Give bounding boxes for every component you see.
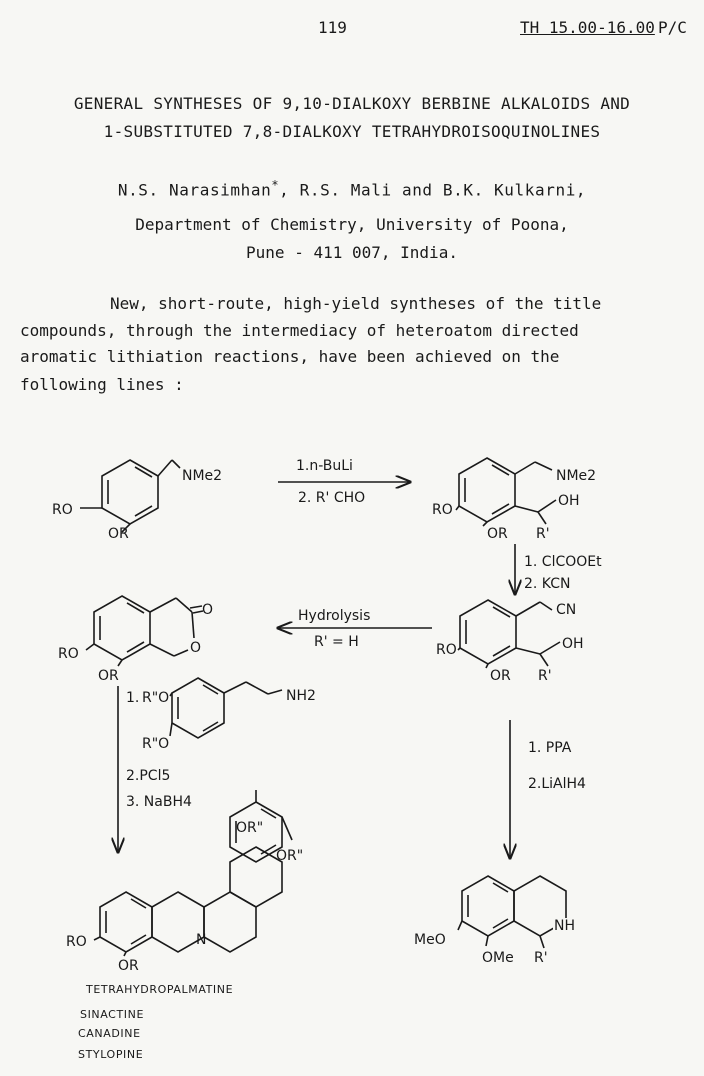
berbine-ro-label: RO xyxy=(66,934,87,950)
int2-rprime-label: R' xyxy=(538,668,552,684)
abstract-line-3: aromatic lithiation reactions, have been achieved on the xyxy=(20,347,560,366)
step1-reagent-1: 1.n-BuLi xyxy=(296,458,353,474)
intermediate-2 xyxy=(436,600,584,684)
lactone xyxy=(58,596,213,684)
step2-reagent-2: 2. KCN xyxy=(524,576,571,592)
abstract-line-4: following lines : xyxy=(20,375,184,394)
step1-reagent-2: 2. R' CHO xyxy=(298,490,366,506)
amine-reagent-ro1: R"O xyxy=(142,690,170,706)
berbine-or1-label: OR" xyxy=(236,820,264,836)
city: Pune - 411 007, India. xyxy=(246,243,458,262)
sm-nme2-label: NMe2 xyxy=(182,468,223,484)
int2-cn-label: CN xyxy=(556,602,577,618)
first-author: N.S. Narasimhan xyxy=(117,180,272,200)
thiq-ome-label: OMe xyxy=(482,950,514,966)
int1-nme2-label: NMe2 xyxy=(556,468,597,484)
int1-oh-label: OH xyxy=(558,493,580,509)
product-name-tetrahydropalmatine: TETRAHYDROPALMATINE xyxy=(86,983,234,996)
thiq-product xyxy=(414,876,579,966)
hydrolysis-step xyxy=(278,608,432,650)
sm-or-label: OR xyxy=(108,526,129,542)
step-1 xyxy=(278,458,410,506)
co-authors: , R.S. Mali and B.K. Kulkarni, xyxy=(279,180,587,200)
step-left-reagent-2: 2.PCl5 xyxy=(126,768,171,784)
product-name-canadine: CANADINE xyxy=(78,1027,141,1040)
step-right-reagent-2: 2.LiAlH4 xyxy=(528,776,586,792)
int1-ro-label: RO xyxy=(432,502,453,518)
berbine-or-label: OR xyxy=(118,958,139,974)
product-name-sinactine: SINACTINE xyxy=(80,1008,145,1021)
thiq-meo-label: MeO xyxy=(414,932,446,948)
int2-oh-label: OH xyxy=(562,636,584,652)
lactone-ring-o: O xyxy=(190,640,202,656)
amine-reagent-ro2: R"O xyxy=(142,736,170,752)
step2-reagent-1: 1. ClCOOEt xyxy=(524,554,602,570)
starting-material xyxy=(52,460,222,542)
step-right-reagent-1: 1. PPA xyxy=(528,740,572,756)
berbine-n-label: N xyxy=(196,932,207,948)
session-code: TH 15.00-16.00 xyxy=(520,18,655,37)
product-name-stylopine: STYLOPINE xyxy=(78,1048,144,1061)
product-names xyxy=(78,983,233,1061)
hydrolysis-condition: R' = H xyxy=(314,634,359,650)
int2-ro-label: RO xyxy=(436,642,457,658)
amine-reagent-num: 1. xyxy=(126,690,140,706)
lactone-or-label: OR xyxy=(98,668,119,684)
abstract-line-2: compounds, through the intermediacy of heteroatom directed xyxy=(20,321,579,340)
thiq-rprime-label: R' xyxy=(534,950,548,966)
amine-reagent-nh2: NH2 xyxy=(286,688,316,704)
title-line-2: 1-SUBSTITUTED 7,8-DIALKOXY TETRAHYDROISOQUINOLINES xyxy=(103,122,601,141)
abstract-line-1: New, short-route, high-yield syntheses of the title xyxy=(110,294,602,313)
department: Department of Chemistry, University of Poona, xyxy=(135,215,569,234)
berbine-or2-label: OR" xyxy=(276,848,304,864)
corresponding-star: * xyxy=(271,178,280,192)
intermediate-1 xyxy=(432,458,596,542)
int1-or-label: OR xyxy=(487,526,508,542)
int2-or-label: OR xyxy=(490,668,511,684)
step-right xyxy=(510,720,586,858)
step-left-reagent-3: 3. NaBH4 xyxy=(126,794,192,810)
page-number: 119 xyxy=(318,18,347,37)
hydrolysis-label: Hydrolysis xyxy=(298,608,371,624)
lactone-carbonyl-o: O xyxy=(202,602,214,618)
sm-ro-label: RO xyxy=(52,502,73,518)
lactone-ro-label: RO xyxy=(58,646,79,662)
berbine-product xyxy=(66,790,303,974)
title-line-1: GENERAL SYNTHESES OF 9,10-DIALKOXY BERBINE ALKALOIDS AND xyxy=(73,94,631,113)
int1-rprime-label: R' xyxy=(536,526,550,542)
session-suffix: P/C xyxy=(658,18,687,37)
step-2 xyxy=(515,544,602,594)
thiq-nh-label: NH xyxy=(554,918,575,934)
